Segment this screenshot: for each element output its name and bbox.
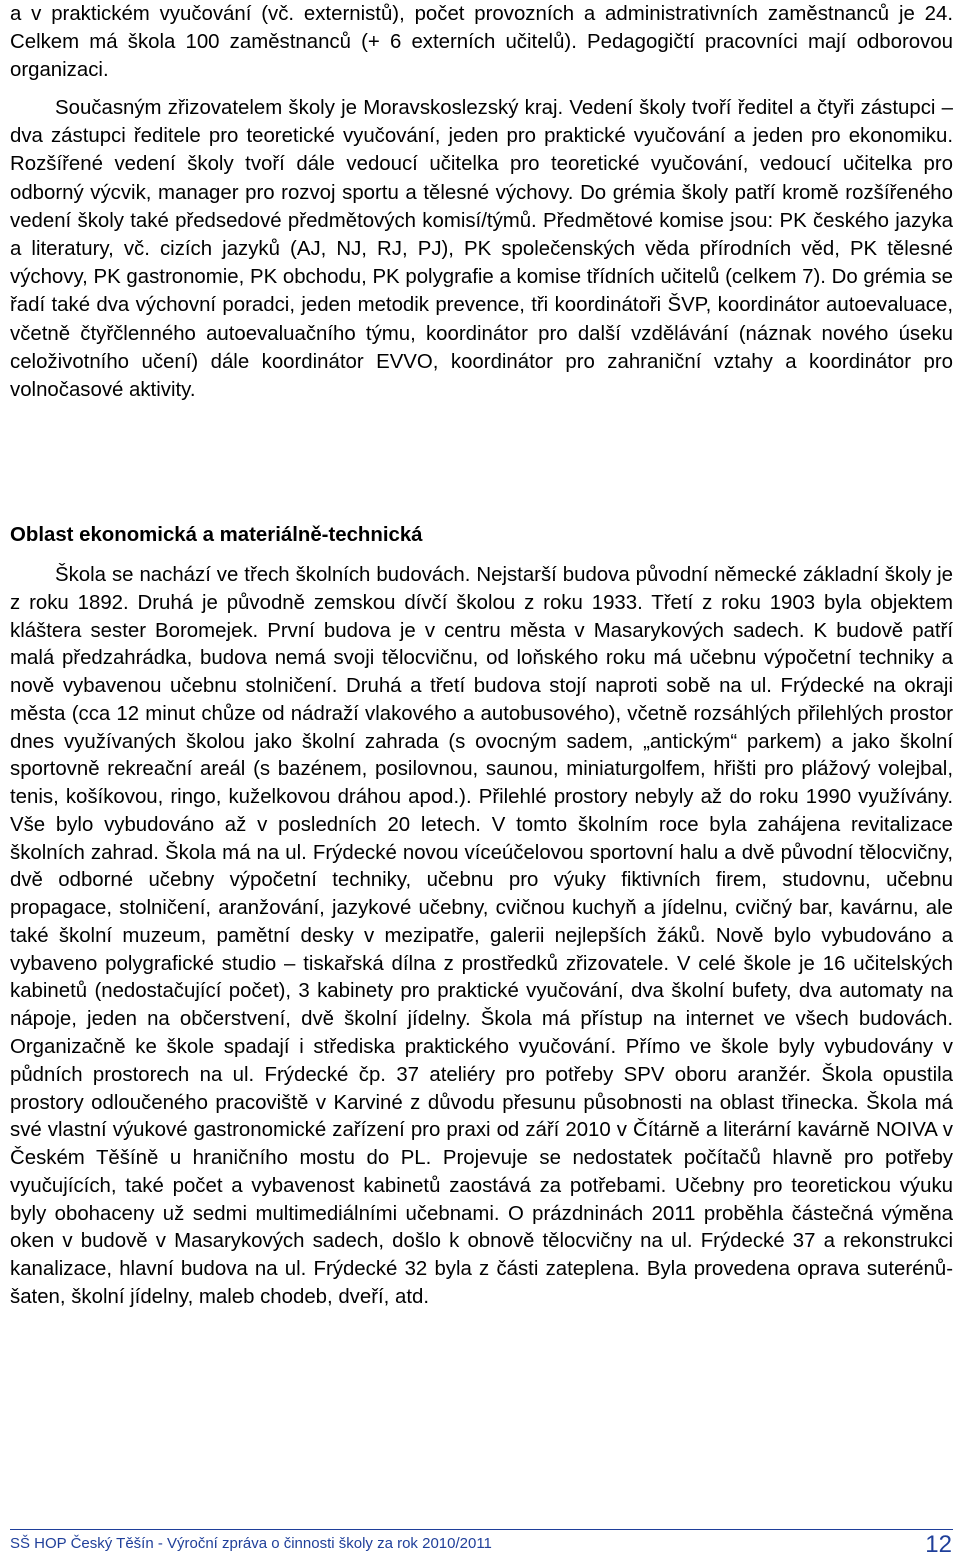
paragraph-buildings: Škola se nachází ve třech školních budovách. Nejstarší budova původní německé základní školy je z roku 1892. Druhá je původně zemskou dívčí školou z roku 1933. Třetí z roku 1903 byla objektem kláštera sester Boromejek. První budova je v centru města v Masarykových sadech. K budově patří malá předzahrádka, budova nemá svoji tělocvičnu, od loňského roku má učebnu výpočetní techniky a nově vybavenou učebnu stolničení. Druhá a třetí budova stojí naproti sobě na ul. Frýdecké na okraji města (cca 12 minut chůze od nádraží vlakového a autobusového), včetně rozsáhlých přilehlých prostor dnes využívaných školou jako školní zahrada (s ovocným sadem, „antickým“ parkem) a jako školní sportovně rekreační areál (s bazénem, posilovnou, saunou, miniaturgolfem, hřišti pro plážový volejbal, tenis, košíkovou, ringo, kuželkovou dráhou apod.). Přilehlé prostory nebyly až do roku 1990 využívány. Vše bylo vybudováno až v posledních 20 letech. V tomto školním roce byla zahájena revitalizace školních zahrad. Škola má na ul. Frýdecké novou víceúčelovou sportovní halu a dvě původní tělocvičny, dvě odborné učebny výpočetní techniky, učebnu pro výuky fiktivních firem, studovnu, učebnu propagace, stolničení, aranžování, jazykové učebny, cvičnou kuchyň a jídelnu, cvičný bar, kavárnu, ale také školní muzeum, pamětní desky v mezipatře, galerii nejlepších žáků. Nově bylo vybudováno a vybaveno polygrafické studio – tiskařská dílna z prostředků zřizovatele. V celé škole je 16 učitelských kabinetů (nedostačující počet), 3 kabinety pro praktické vyučování, dva školní bufety, dva automaty na nápoje, jeden na občerstvení, dvě školní jídelny. Škola má přístup na internet ve všech budovách. Organizačně ke škole spadají i střediska praktického vyučování. Přímo ve škole byly vybudovány v půdních prostorech na ul. Frýdecké čp. 37 ateliéry pro potřeby SPV oboru aranžér. Škola opustila prostory odloučeného pracoviště v Karviné z důvodu přesunu působnosti na oblast třinecka. Škola má své vlastní výukové gastronomické zařízení pro praxi od září 2010 v Čítárně a literární kavárně NOIVA v Českém Těšíně u hraničního mostu do PL. Projevuje se nedostatek počítačů hlavně pro potřeby vyučujících, také počet a vybavenost kabinetů zaostává za potřebami. Učebny pro teoretickou výuku byly obohaceny už sedmi multimediálními učebnami. O prázdninách 2011 proběhla částečná výměna oken v budově v Masarykových sadech, došlo k obnově tělocvičny na ul. Frýdecké 37 a rekonstrukci kanalizace, hlavní budova na ul. Frýdecké 32 byla z části zateplena. Byla provedena oprava suterénů-šaten, školní jídelny, maleb chodeb, dveří, atd. bbox=[10, 564, 953, 1308]
paragraph-staff: a v praktickém vyučování (vč. externistů), počet provozních a administrativních zaměstnanců je 24. Celkem má škola 100 zaměstnanců (+ 6 externích učitelů). Pedagogičtí pracovníci mají odborovou organizaci. bbox=[10, 3, 953, 82]
section-heading: Oblast ekonomická a materiálně-technická bbox=[10, 524, 423, 546]
footer-title: SŠ HOP Český Těšín - Výroční zpráva o činnosti školy za rok 2010/2011 bbox=[10, 1535, 492, 1552]
page-number: 12 bbox=[925, 1531, 952, 1558]
paragraph-management: Současným zřizovatelem školy je Moravskoslezský kraj. Vedení školy tvoří ředitel a čtyři zástupci – dva zástupci ředitele pro teoretické vyučování, jeden pro praktické vyučování a jeden pro ekonomiku. Rozšířené vedení školy tvoří dále vedoucí učitelka pro teoretické vyučování, vedoucí učitelka pro odborný výcvik, manager pro rozvoj sportu a tělesné výchovy. Do grémia školy patří kromě rozšířeného vedení školy také předsedové předmětových komisí/týmů. Předmětové komise jsou: PK českého jazyka a literatury, vč. cizích jazyků (AJ, NJ, RJ, PJ), PK společenských věda přírodních věd, PK tělesné výchovy, PK gastronomie, PK obchodu, PK polygrafie a komise třídních učitelů (celkem 7). Do grémia se řadí také dva výchovní poradci, jeden metodik prevence, tři koordinátoři ŠVP, koordinátor autoevaluace, včetně čtyřčlenného autoevaluačního týmu, koordinátor pro další vzdělávání (náznak nového úseku celoživotního učení) dále koordinátor EVVO, koordinátor pro zahraniční vztahy a koordinátor pro volnočasové aktivity. bbox=[10, 97, 953, 402]
footer-divider bbox=[10, 1529, 953, 1530]
